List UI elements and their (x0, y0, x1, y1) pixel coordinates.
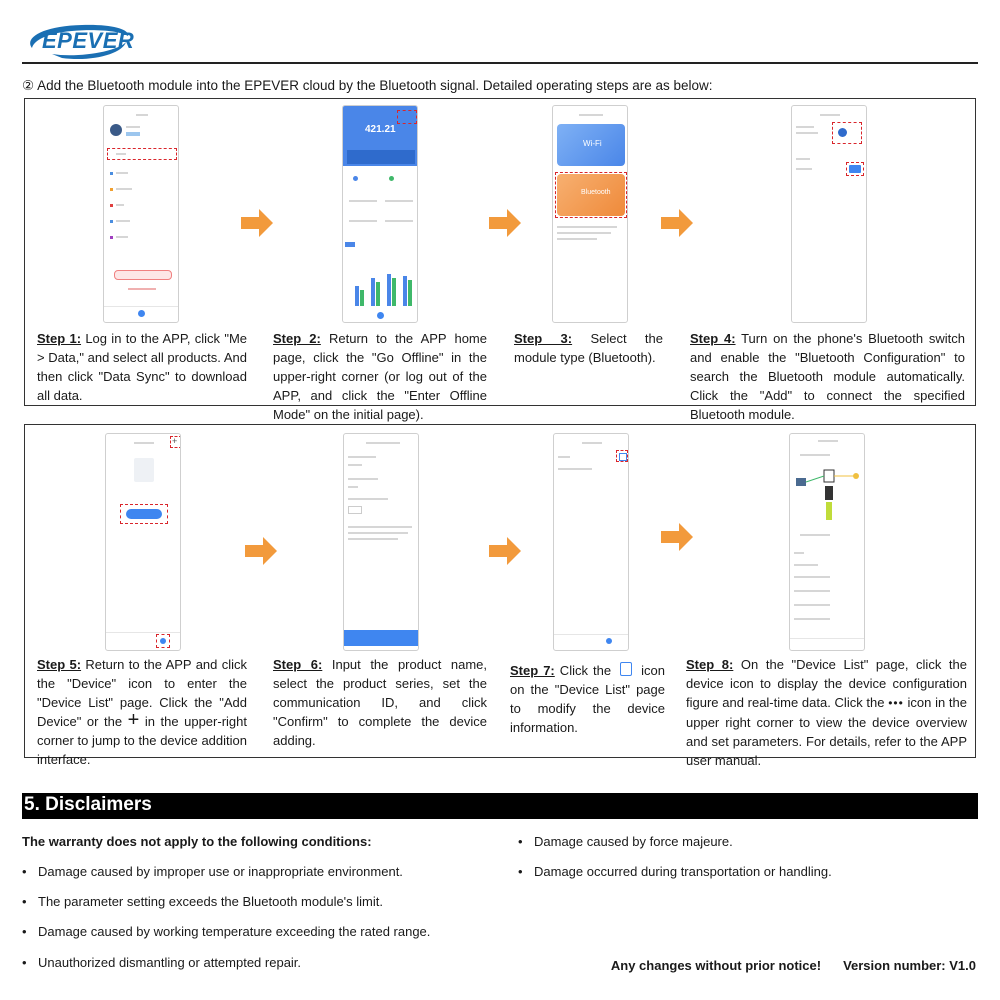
phone-screenshot-bluetooth-config (791, 105, 867, 323)
footer (611, 958, 976, 973)
steps-panel-2 (24, 424, 976, 768)
home-value: 421.21 (365, 124, 396, 135)
steps-panel-1 (24, 98, 976, 422)
logout-button[interactable] (114, 270, 172, 280)
phone-screenshot-me (103, 105, 179, 323)
step-6-caption: Step 6: Input the product name, select the product series, set the communication ID, and click "Confirm" to complete the device adding. (273, 657, 487, 748)
phone-screenshot-module-type (552, 105, 628, 323)
epever-logo (22, 20, 134, 62)
header-divider (22, 62, 978, 64)
edit-icon[interactable] (619, 453, 627, 461)
disclaimer-item: • Damage caused by force majeure. (518, 834, 733, 849)
phone-screenshot-device-overview (789, 433, 865, 651)
disclaimers-title: 5. Disclaimers (24, 794, 152, 815)
arrow-right-icon (489, 209, 521, 237)
go-offline-highlight-box[interactable] (397, 110, 417, 124)
more-dots-icon: ••• (888, 696, 904, 710)
disclaimer-item: • Damage caused by improper use or inappropriate environment. (22, 864, 403, 879)
edit-icon (620, 662, 632, 676)
step-7-caption: Step 7: Click the icon on the "Device List" page to modify the device information. (510, 663, 665, 735)
arrow-right-icon (241, 209, 273, 237)
logo-text: EPEVER (42, 28, 135, 53)
intro-text: ② Add the Bluetooth module into the EPEVER cloud by the Bluetooth signal. Detailed operating steps are as below: (22, 78, 713, 93)
arrow-right-icon (245, 537, 277, 565)
phone-screenshot-device-list (105, 433, 181, 651)
disclaimers-subtitle: The warranty does not apply to the following conditions: (22, 834, 372, 849)
disclaimer-item: • The parameter setting exceeds the Bluetooth module's limit. (22, 894, 383, 909)
disclaimer-item: • Damage caused by working temperature exceeding the rated range. (22, 924, 430, 939)
step-4-caption: Step 4: Turn on the phone's Bluetooth switch and enable the "Bluetooth Configuration" to search the Bluetooth module automatically. Click the "Add" to connect the specified Bluetooth module. (690, 331, 966, 422)
add-device-button[interactable] (126, 509, 162, 519)
confirm-button[interactable] (344, 630, 419, 646)
disclaimer-item: • Unauthorized dismantling or attempted repair. (22, 955, 301, 970)
bluetooth-label: Bluetooth (581, 189, 611, 196)
plus-icon[interactable]: + (172, 436, 178, 446)
add-button[interactable] (849, 165, 861, 173)
version-number: Version number: V1.0 (843, 958, 976, 973)
arrow-right-icon (661, 209, 693, 237)
step-2-caption: Step 2: Return to the APP home page, click the "Go Offline" in the upper-right corner (or log out of the APP, and click the "Enter Offline Mode" on the initial page). (273, 331, 487, 422)
phone-screenshot-add-device-form (343, 433, 419, 651)
step-8-caption: Step 8: On the "Device List" page, click the device icon to display the device configuration figure and real-time data. Click the ••• icon in the upper right corner to view the device overview and set parameters. For details, refer to the APP user manual. (686, 657, 967, 768)
arrow-right-icon (661, 523, 693, 551)
phone-screenshot-device-list-edit (553, 433, 629, 651)
footer-notice: Any changes without prior notice! (610, 958, 822, 973)
arrow-right-icon (489, 537, 521, 565)
step-3-caption: Step 3: Select the module type (Bluetooth). (514, 331, 663, 365)
plus-icon: + (127, 709, 140, 731)
bluetooth-card[interactable] (557, 174, 625, 216)
disclaimer-item: • Damage occurred during transportation or handling. (518, 864, 832, 879)
wifi-card[interactable] (557, 124, 625, 166)
phone-screenshot-home (342, 105, 418, 323)
disclaimers-header-bar (22, 793, 978, 819)
bluetooth-switch-highlight-box (832, 122, 862, 144)
bluetooth-toggle[interactable] (838, 128, 847, 137)
wifi-label: Wi-Fi (583, 139, 602, 148)
step-1-caption: Step 1: Log in to the APP, click "Me > Data," and select all products. And then click "Data Sync" to download all data. (37, 331, 248, 403)
device-icon[interactable] (160, 638, 166, 644)
step-5-caption: Step 5: Return to the APP and click the "Device" icon to enter the "Device List" page. Click the "Add Device" or the + in the upper-right corner to jump to the device addition interface. (37, 657, 247, 767)
avatar (110, 124, 122, 136)
